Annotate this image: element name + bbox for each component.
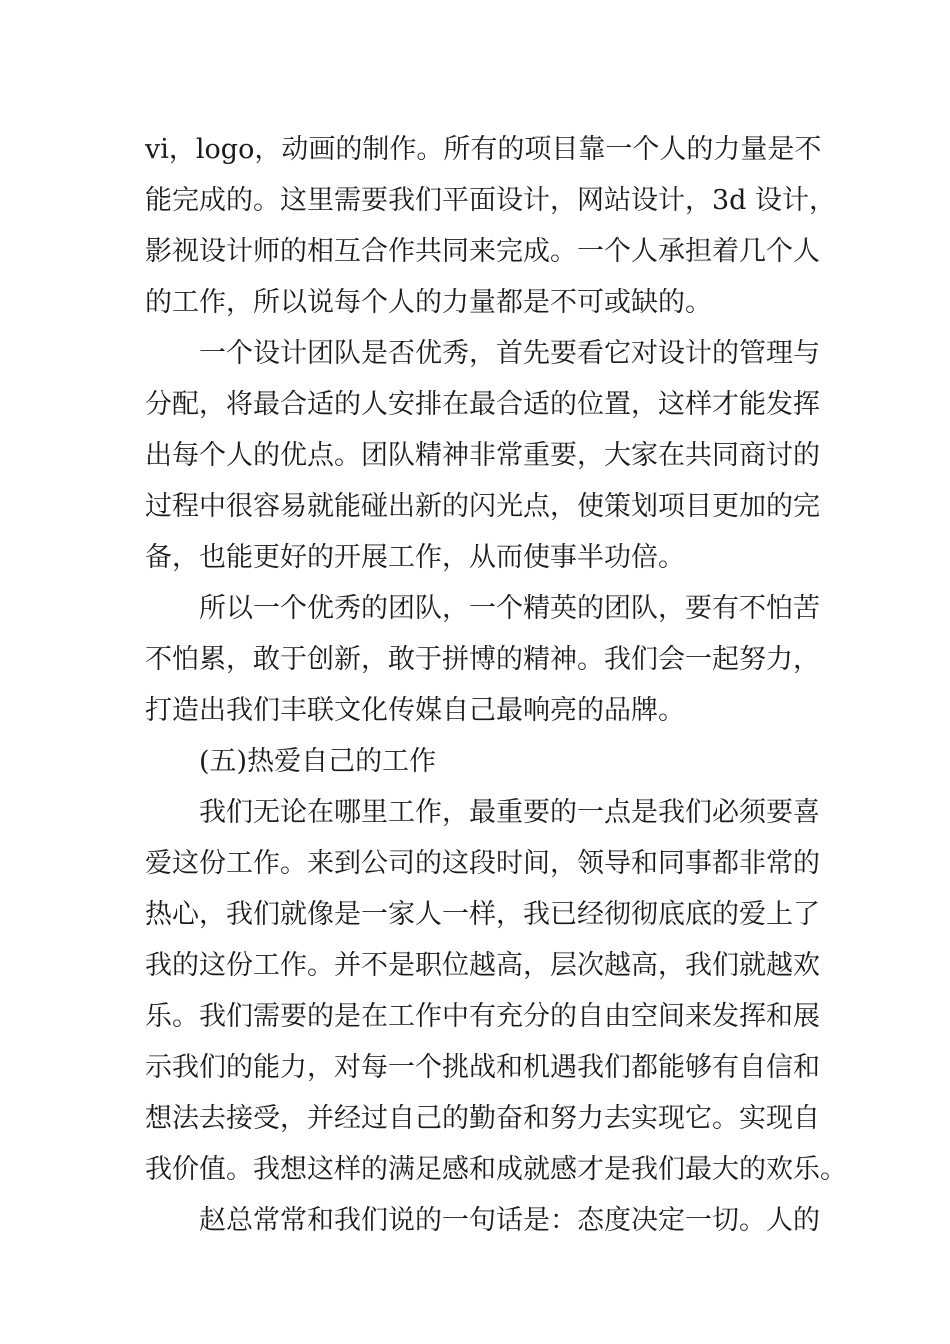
text-line: 爱这份工作。来到公司的这段时间，领导和同事都非常的 xyxy=(145,848,820,879)
text-line: 赵总常常和我们说的一句话是：态度决定一切。人的 xyxy=(199,1205,820,1236)
text-line: 打造出我们丰联文化传媒自己最响亮的品牌。 xyxy=(145,695,685,726)
text-line: vi，logo，动画的制作。所有的项目靠一个人的力量是不 xyxy=(145,134,822,165)
text-line: 不怕累，敢于创新，敢于拼博的精神。我们会一起努力， xyxy=(145,644,820,675)
text-line: 热心，我们就像是一家人一样，我已经彻彻底底的爱上了 xyxy=(145,899,820,930)
text-line: 我的这份工作。并不是职位越高，层次越高，我们就越欢 xyxy=(145,950,820,981)
text-line: 我们无论在哪里工作，最重要的一点是我们必须要喜 xyxy=(199,797,820,828)
section-heading: (五)热爱自己的工作 xyxy=(199,746,437,777)
text-line: 的工作，所以说每个人的力量都是不可或缺的。 xyxy=(145,287,712,318)
text-line: 出每个人的优点。团队精神非常重要，大家在共同商讨的 xyxy=(145,440,820,471)
text-line: 所以一个优秀的团队，一个精英的团队，要有不怕苦 xyxy=(199,593,820,624)
text-line: 分配，将最合适的人安排在最合适的位置，这样才能发挥 xyxy=(145,389,820,420)
text-line: 一个设计团队是否优秀，首先要看它对设计的管理与 xyxy=(199,338,820,369)
text-line: 我价值。我想这样的满足感和成就感才是我们最大的欢乐。 xyxy=(145,1154,847,1185)
text-line: 乐。我们需要的是在工作中有充分的自由空间来发挥和展 xyxy=(145,1001,820,1032)
text-line: 备，也能更好的开展工作，从而使事半功倍。 xyxy=(145,542,685,573)
text-line: 能完成的。这里需要我们平面设计，网站设计，3d 设计， xyxy=(145,185,837,216)
text-line: 想法去接受，并经过自己的勤奋和努力去实现它。实现自 xyxy=(145,1103,820,1134)
text-line: 影视设计师的相互合作共同来完成。一个人承担着几个人 xyxy=(145,236,820,267)
text-line: 过程中很容易就能碰出新的闪光点，使策划项目更加的完 xyxy=(145,491,820,522)
text-line: 示我们的能力，对每一个挑战和机遇我们都能够有自信和 xyxy=(145,1052,820,1083)
